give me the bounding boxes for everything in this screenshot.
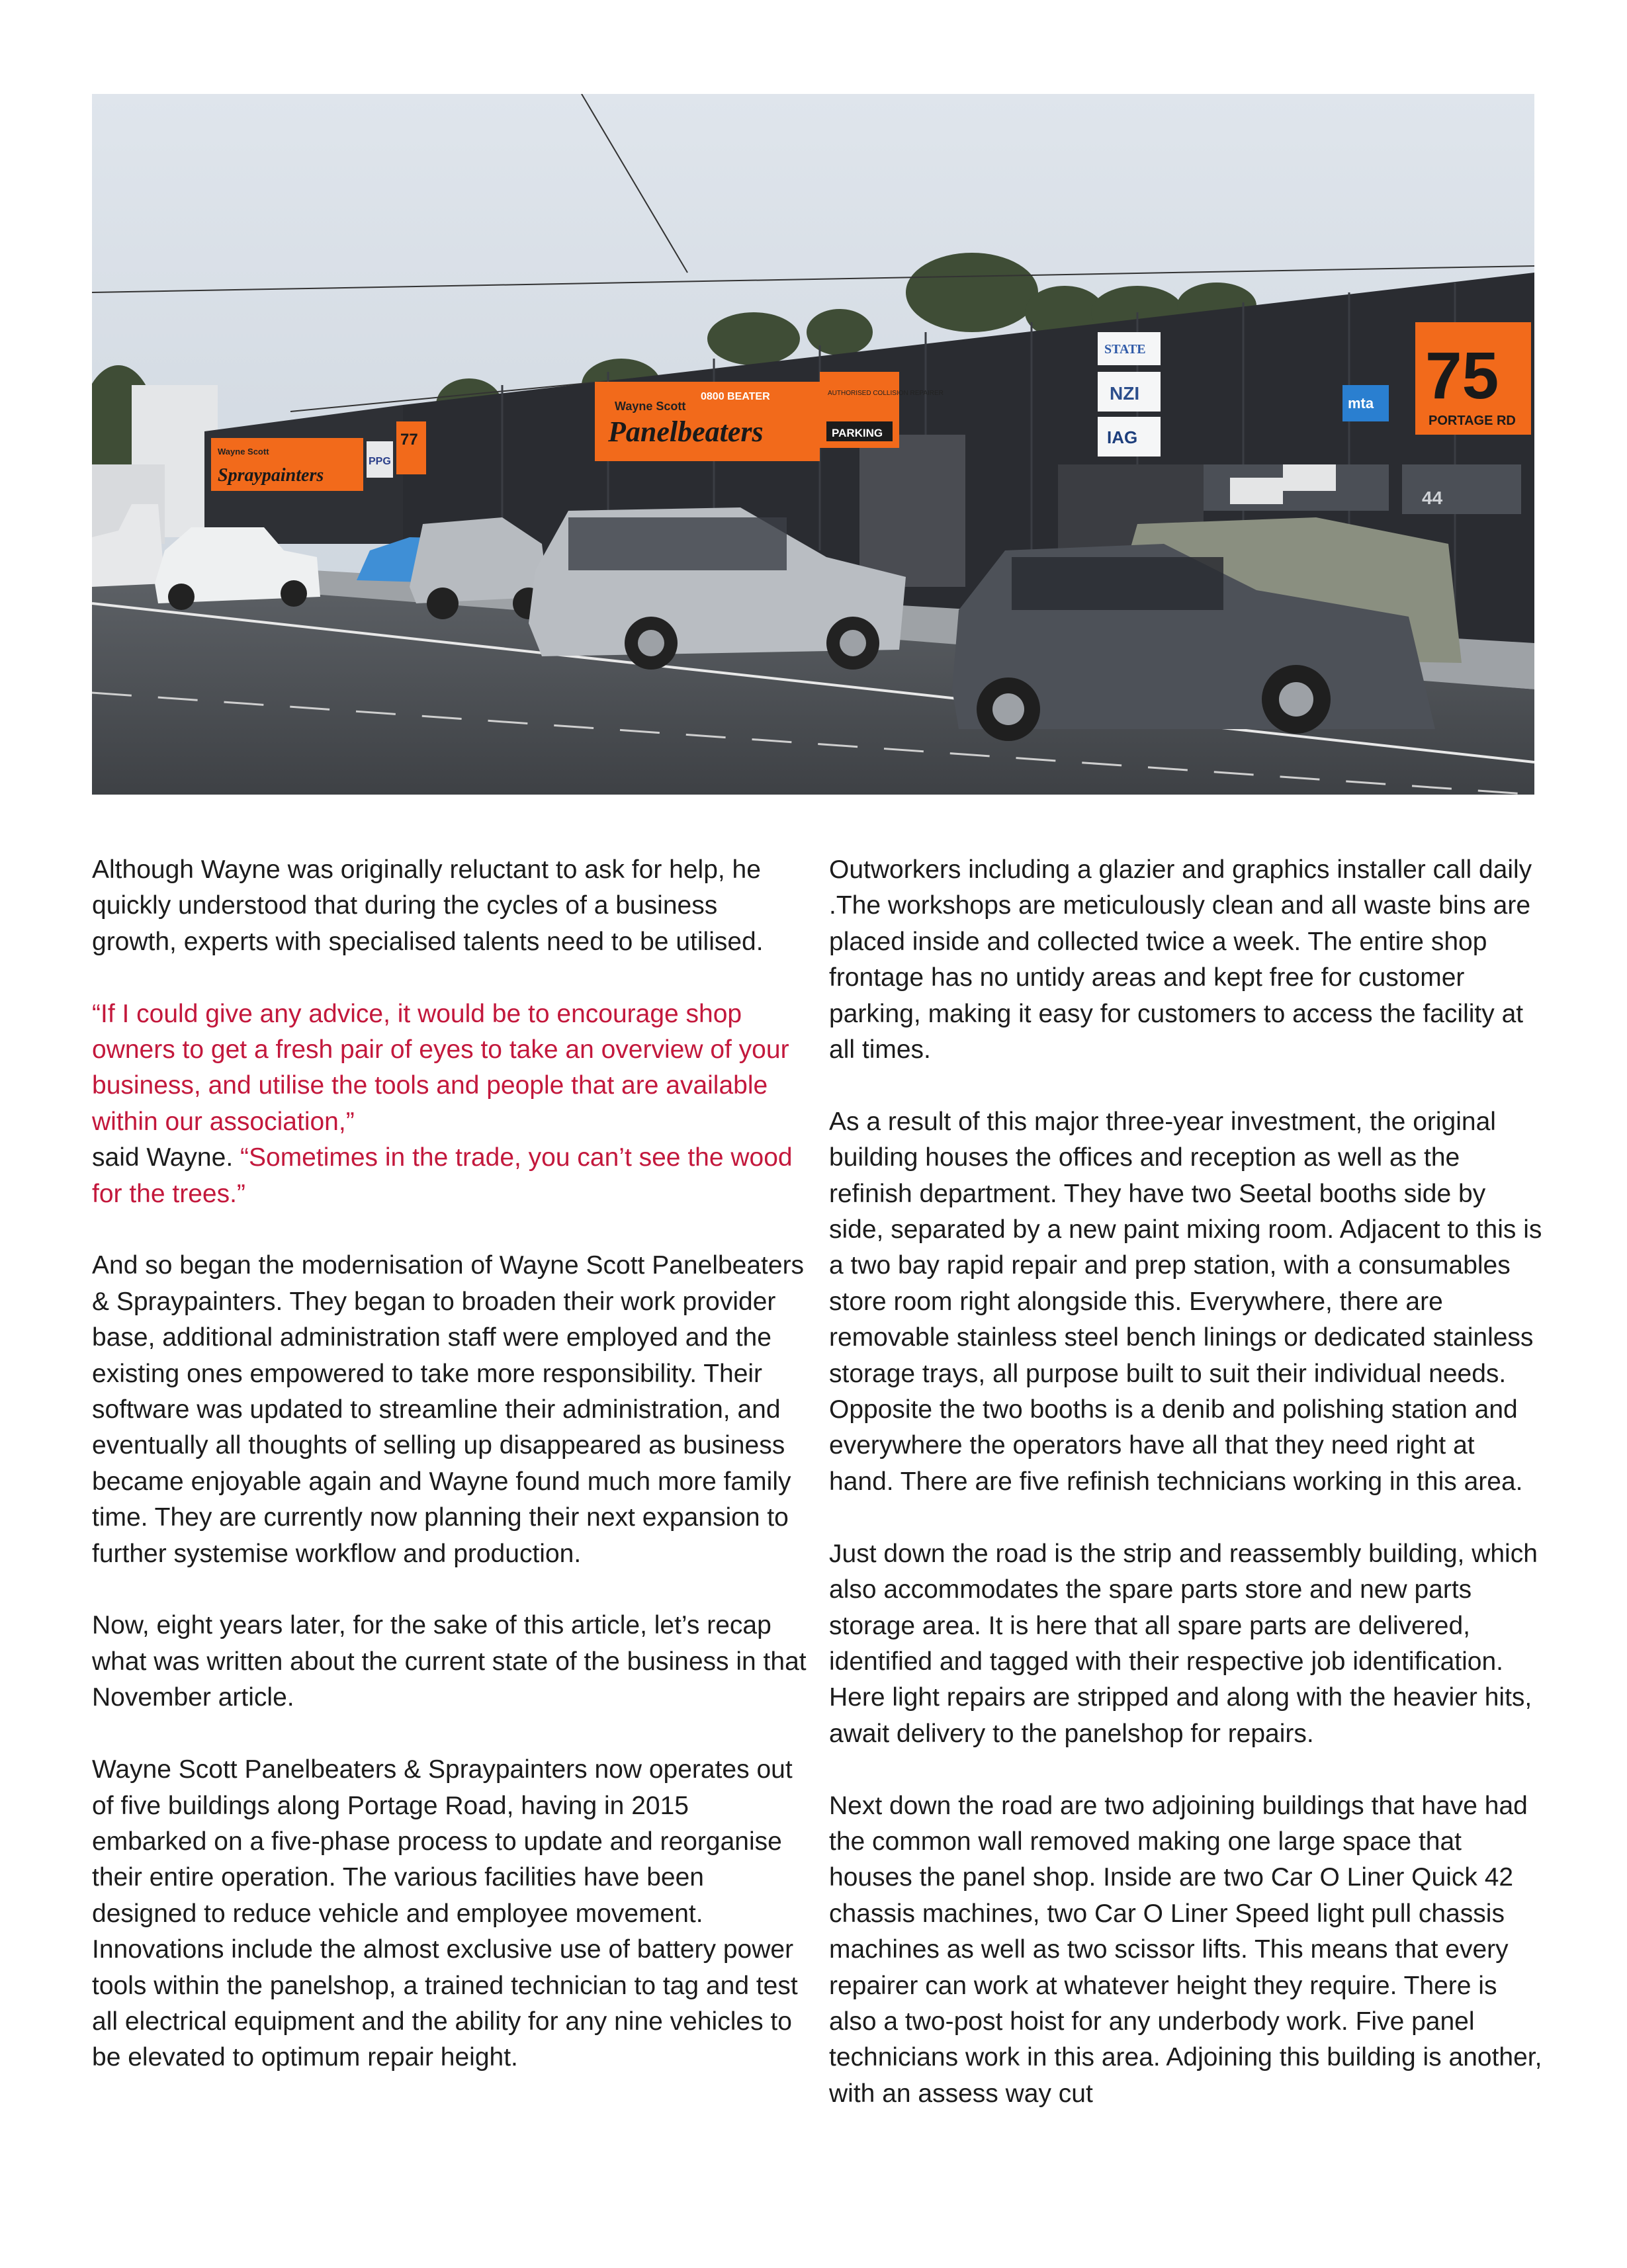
paragraph: Although Wayne was originally reluctant to ask for help, he quickly understood that during the cycles of a business growth, experts with specialised talents need to be utilised. bbox=[92, 855, 764, 956]
svg-text:STATE: STATE bbox=[1104, 342, 1146, 357]
paragraph: As a result of this major three-year investment, the original building houses the offices and reception as well as the refinish department. They have two Seetal booths side by side, separated by a new paint mixing room. Adjacent to this is a two bay rapid repair and prep station, with a consumables store room right alongside this. Everywhere, there are removable stainless steel bench linings or dedicated stainless storage trays, all purpose built to suit their individual needs. Opposite the two booths is a denib and polishing station and everywhere the operators have all that they need right at hand. There are five refinish technicians working in this area. bbox=[829, 1107, 1542, 1496]
sign-77 bbox=[396, 421, 426, 474]
svg-text:Wayne Scott: Wayne Scott bbox=[218, 447, 269, 457]
svg-text:NZI: NZI bbox=[1110, 383, 1140, 404]
right-column bbox=[829, 852, 1544, 2148]
paragraph: Just down the road is the strip and reassembly building, which also accommodates the spare parts store and new parts storage area. It is here that all spare parts are delivered, identified and tagged with their respective job identification. Here light repairs are stripped and along with the heavier hits, await delivery to the panelshop for repairs. bbox=[829, 1539, 1538, 1748]
svg-text:PARKING: PARKING bbox=[832, 427, 883, 439]
paragraph: Wayne Scott Panelbeaters & Spraypainters now operates out of five buildings along Portage Road, having in 2015 embarked on a five-phase process to update and reorganise their entire operation. The various facilities have been designed to reduce vehicle and employee movement. Innovations include the almost exclusive use of battery power tools within the panelshop, a trained technician to tag and test all electrical equipment and the ability for any nine vehicles to be elevated to optimum repair height. bbox=[92, 1755, 798, 2072]
address-sign bbox=[1415, 322, 1531, 435]
sign-44: 44 bbox=[1422, 488, 1443, 508]
paragraph: And so began the modernisation of Wayne Scott Panelbeaters & Spraypainters. They began to broaden their work provider base, additional administration staff were employed and the existing ones empowered to take more responsibility. Their software was updated to streamline their administration, and eventually all thoughts of selling up disappeared as business became enjoyable again and Wayne found much more family time. They are currently now planning their next expansion to further systemise workflow and production. bbox=[92, 1251, 805, 1568]
paragraph: Outworkers including a glazier and graphics installer call daily .The workshops are meticulously clean and all waste bins are placed inside and collected twice a week. The entire shop frontage has no untidy areas and kept free for customer parking, making it easy for customers to access the facility at all times. bbox=[829, 855, 1532, 1065]
pull-quote: “If I could give any advice, it would be to encourage shop owners to get a fresh pair of eyes to take an overview of your business, and utilise the tools and people that are available within our association,” bbox=[92, 999, 789, 1136]
svg-text:mta: mta bbox=[1348, 395, 1374, 412]
svg-text:77: 77 bbox=[400, 431, 418, 449]
spraypainters-sign bbox=[211, 438, 363, 491]
attribution: said Wayne. bbox=[92, 1143, 234, 1172]
svg-text:PPG: PPG bbox=[369, 456, 391, 467]
svg-text:PORTAGE RD: PORTAGE RD bbox=[1429, 414, 1516, 428]
svg-text:Panelbeaters: Panelbeaters bbox=[608, 415, 764, 448]
quote-paragraph bbox=[92, 996, 807, 1212]
svg-text:0800 BEATER: 0800 BEATER bbox=[701, 391, 770, 402]
svg-text:75: 75 bbox=[1425, 339, 1499, 413]
svg-text:Wayne Scott: Wayne Scott bbox=[615, 400, 686, 413]
svg-text:AUTHORISED COLLISION REPAIRER: AUTHORISED COLLISION REPAIRER bbox=[828, 390, 944, 397]
paragraph: Next down the road are two adjoining buildings that have had the common wall removed making one large space that houses the panel shop. Inside are two Car O Liner Quick 42 chassis machines, two Car O Liner Speed light pull chassis machines as well as two scissor lifts. This means that every repairer can work at whatever height they require. There is also a two-post hoist for any underbody work. Five panel technicians work in this area. Adjoining this building is another, with an assess way cut bbox=[829, 1791, 1542, 2108]
panelbeaters-sign bbox=[595, 382, 820, 461]
svg-text:IAG: IAG bbox=[1107, 427, 1138, 447]
storefront-photo bbox=[92, 94, 1534, 795]
pull-quote: “Sometimes in the trade, you can’t see the wood for the trees.” bbox=[92, 1143, 793, 1208]
ppg-sign bbox=[367, 441, 393, 478]
svg-text:Spraypainters: Spraypainters bbox=[218, 465, 324, 486]
paragraph: Now, eight years later, for the sake of this article, let’s recap what was written about the current state of the business in that November article. bbox=[92, 1611, 807, 1712]
left-column bbox=[92, 852, 807, 2112]
